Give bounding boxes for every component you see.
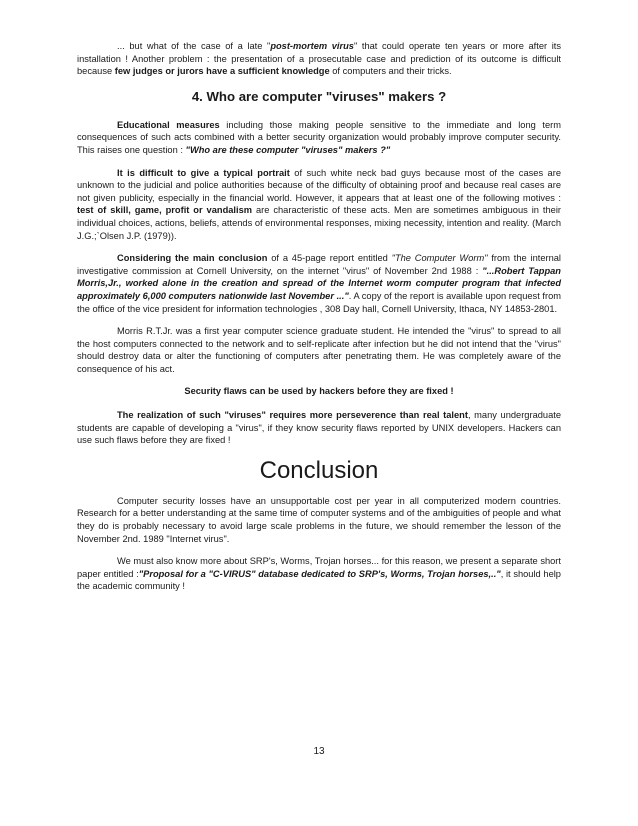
text-segment: "The Computer Worm" [391,253,488,264]
text-segment: It is difficult to give a typical portrait [117,167,290,178]
paragraph-educational-measures [77,119,561,157]
page-number: 13 [313,746,325,757]
text-segment: including those making people sensitive to the immediate and long term consequences of such acts combined with a better security organization would probably improve computer security. This raises one question : [77,119,561,155]
text-segment: post-mortem virus [270,41,354,51]
paragraph-case-prosecution [77,40,561,78]
text-segment: Security flaws can be used by hackers before they are fixed ! [184,386,454,397]
text-segment: Conclusion [259,456,379,484]
page-content [77,40,561,603]
text-segment: Educational measures [117,119,220,130]
text-segment: few judges or jurors have a sufficient knowledge [114,66,330,77]
text-segment: The realization of such "viruses" requires more perseverence than real talent [117,410,468,421]
text-segment: We must also know more about SRP's, Worms, Trojan horses... for this reason, we present a separate short paper entitled : [77,556,561,579]
paragraph-morris [77,325,561,375]
text-segment: test of skill, game, profit or vandalism [77,205,253,216]
text-segment: " that could operate ten years or more after its installation ! Another problem : the presentation of a prosecutable case and prediction of its outcome is difficult because [77,41,561,77]
conclusion-heading [77,457,561,485]
text-segment: of such white neck bad guys because most of the cases are unknown to the judicial and police authorities because of the difficulty of obtaining proof and because real cases are not given publicity, especially in the financial world. However, it appears that at least one of the following motives : [77,167,561,203]
text-segment: ... but what of the case of a late " [117,41,271,51]
text-segment: , many undergraduate students are capable of developing a "virus", if they know security flaws reported by UNIX developers. Hackers can use such flaws before they are fixed ! [77,410,561,446]
paragraph-cornell-report [77,252,561,315]
text-segment: . A copy of the report is available upon request from the office of the vice president for information technologies , 308 Day hall, Cornell University, Ithaca, NY 14853-2801. [77,290,561,314]
paragraph-typical-portrait [77,167,561,243]
paragraph-security-losses [77,495,561,545]
text-segment: "Proposal for a "C-VIRUS" database dedicated to SRP's, Worms, Trojan horses,.." [138,568,501,579]
text-segment: Considering the main conclusion [117,253,268,264]
text-segment: of computers and their tricks. [329,66,452,77]
text-segment: Morris R.T.Jr. was a first year computer science graduate student. He intended the "virus" to spread to all the host computers connected to the network and to self-replicate after infection but he did not intend that the "virus" should destroy data or alter the functioning of computers after penetrating them. He was completely aware of the consequence of his act. [77,326,561,374]
paragraph-srp-worms [77,555,561,593]
text-segment: of a 45-page report entitled [267,253,392,264]
text-segment: Computer security losses have an unsupportable cost per year in all computerized modern countries. Research for a better understanding at the same time of computer systems and of the ambiguities of people and what they do is probably necessary to avoid large scale problems in the future, we should remember the lesson of the November 2nd. 1989 "Internet virus". [77,495,561,544]
text-segment: "...Robert Tappan Morris,Jr., worked alone in the creation and spread of the Internet worm computer program that infected approximately 6,000 computers nationwide last November ..." [77,265,561,301]
text-segment: from the internal investigative commission at Cornell University, on the internet "virus" of November 2nd 1988 : [77,253,561,276]
text-segment: , it should help the academic community ! [77,568,561,592]
paragraph-perseverance [77,409,561,447]
text-segment: are characteristic of these acts. Men are sometimes ambiguous in their individual choices, actions, beliefs, attends of environmental responses, mixing necessity, intention and reality. (March J.G.;`Olsen J.P. (1979)). [77,205,561,241]
centered-statement-security-flaws [77,385,561,398]
text-segment: 4. Who are computer "viruses" makers ? [191,88,447,104]
section-heading-virus-makers [77,88,561,105]
text-segment: "Who are these computer "viruses" makers ?" [185,144,391,155]
